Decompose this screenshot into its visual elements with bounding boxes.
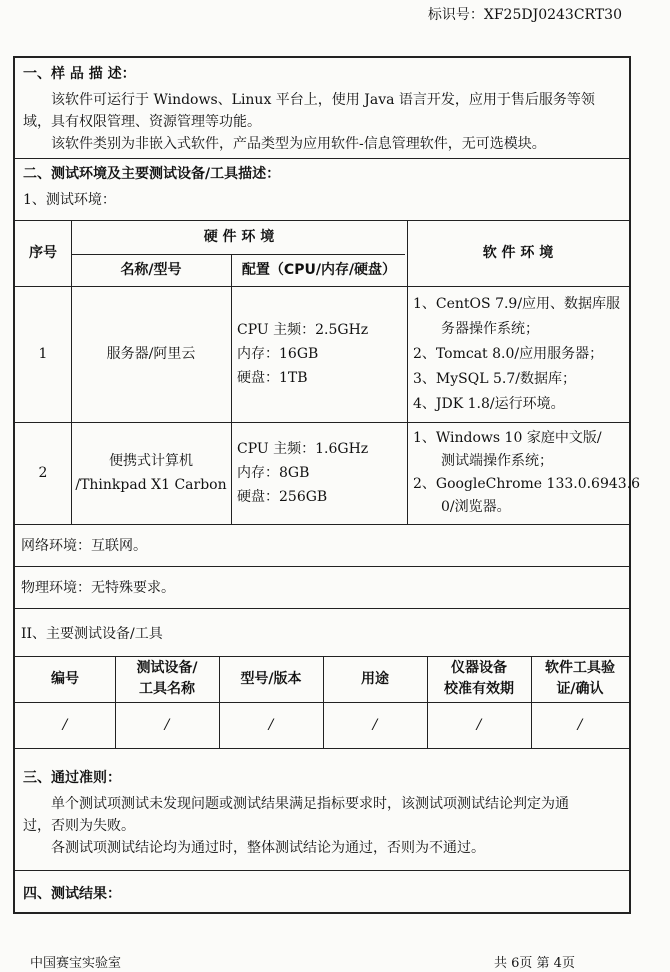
header-line: 证/确认 (556, 681, 604, 697)
equip-header-id (15, 656, 115, 702)
header-line: 编号 (51, 670, 79, 687)
table-line (15, 524, 629, 525)
software-line: 1、Windows 10 家庭中文版/ (413, 430, 602, 446)
equipment-subtitle: II、主要测试设备/工具 (21, 626, 163, 642)
software-line: 1、CentOS 7.9/应用、数据库服 (413, 295, 621, 312)
header-line: 软件工具验 (545, 660, 615, 676)
equip-header-purpose (323, 656, 427, 702)
divider (15, 870, 629, 871)
test-env-subtitle: 1、测试环境： (23, 192, 116, 208)
software-line: 务器操作系统； (441, 320, 539, 337)
header-hardware: 硬 件 环 境 (203, 229, 275, 245)
document-id: 标识号：XF25DJ0243CRT30 (427, 7, 622, 23)
row-2-seq: 2 (38, 465, 48, 481)
section-3-paragraph-1-line-1: 单个测试项测试未发现问题或测试结果满足指标要求时，该测试项测试结论判定为通 (51, 796, 569, 812)
header-software: 软 件 环 境 (482, 245, 554, 261)
header-name-model: 名称/型号 (120, 262, 182, 278)
header-line: 测试设备/ (136, 660, 198, 676)
equip-cell: / (62, 717, 68, 733)
equip-cell: / (577, 717, 583, 733)
section-3-paragraph-2: 各测试项测试结论均为通过时，整体测试结论为通过，否则为不通过。 (51, 840, 485, 856)
physical-environment: 物理环境：无特殊要求。 (21, 580, 175, 596)
software-line: 4、JDK 1.8/运行环境。 (413, 395, 565, 412)
divider (15, 158, 629, 159)
header-seq: 序号 (29, 245, 57, 261)
footer-lab-name: 中国赛宝实验室 (30, 956, 122, 971)
name-line: /Thinkpad X1 Carbon (75, 477, 227, 493)
row-1-name: 服务器/阿里云 (106, 346, 196, 362)
footer-page-number: 共 6页 第 4页 (494, 956, 575, 971)
software-line: 测试端操作系统； (441, 453, 553, 469)
report-frame (13, 56, 641, 914)
config-line: CPU 主频：1.6GHz (237, 441, 369, 457)
equip-header-calibration (427, 656, 531, 702)
equip-header-verification (531, 656, 629, 702)
section-4-title: 四、测试结果： (23, 886, 121, 902)
software-line: 2、Tomcat 8.0/应用服务器； (413, 345, 604, 362)
header-line: 用途 (361, 670, 389, 687)
section-1-paragraph-1-line-2: 域，具有权限管理、资源管理等功能。 (23, 114, 261, 130)
software-line: 0/浏览器。 (441, 499, 511, 515)
equip-cell: / (372, 717, 378, 733)
divider (15, 566, 629, 567)
row-1-software (413, 286, 627, 422)
header-line: 工具名称 (139, 681, 195, 697)
header-line: 型号/版本 (240, 670, 302, 687)
equip-cell: / (476, 717, 482, 733)
row-2-config (237, 422, 403, 524)
section-3-title: 三、通过准则： (23, 770, 121, 786)
name-line: 便携式计算机 (109, 453, 193, 469)
software-line: 2、GoogleChrome 133.0.6943.6 (413, 476, 641, 492)
config-line: 内存：8GB (237, 465, 310, 481)
row-2-software (413, 422, 641, 524)
row-2-name (71, 422, 231, 524)
row-1-config (237, 286, 403, 422)
header-line: 仪器设备 (451, 660, 507, 676)
header-line: 校准有效期 (444, 681, 514, 697)
config-line: 内存：16GB (237, 346, 319, 362)
config-line: 硬盘：1TB (237, 370, 308, 386)
table-line (231, 254, 232, 524)
section-1-paragraph-1-line-1: 该软件可运行于 Windows、Linux 平台上，使用 Java 语言开发，应用于售后服务等领 (51, 92, 595, 108)
table-line (15, 748, 629, 749)
section-1-paragraph-2: 该软件类别为非嵌入式软件，产品类型为应用软件-信息管理软件，无可选模块。 (51, 136, 546, 152)
config-line: 硬盘：256GB (237, 489, 328, 505)
config-line: CPU 主频：2.5GHz (237, 322, 369, 338)
equip-header-name (115, 656, 219, 702)
divider (15, 608, 629, 609)
row-1-seq: 1 (38, 346, 48, 362)
equip-cell: / (268, 717, 274, 733)
section-2-title: 二、测试环境及主要测试设备/工具描述： (23, 166, 281, 182)
header-config: 配置（CPU/内存/硬盘） (241, 262, 397, 278)
network-environment: 网络环境：互联网。 (21, 538, 147, 554)
equip-header-model (219, 656, 323, 702)
section-3-paragraph-1-line-2: 过，否则为失败。 (23, 818, 135, 834)
section-1-title: 一、样 品 描 述： (23, 66, 136, 82)
software-line: 3、MySQL 5.7/数据库； (413, 370, 576, 387)
equip-cell: / (164, 717, 170, 733)
